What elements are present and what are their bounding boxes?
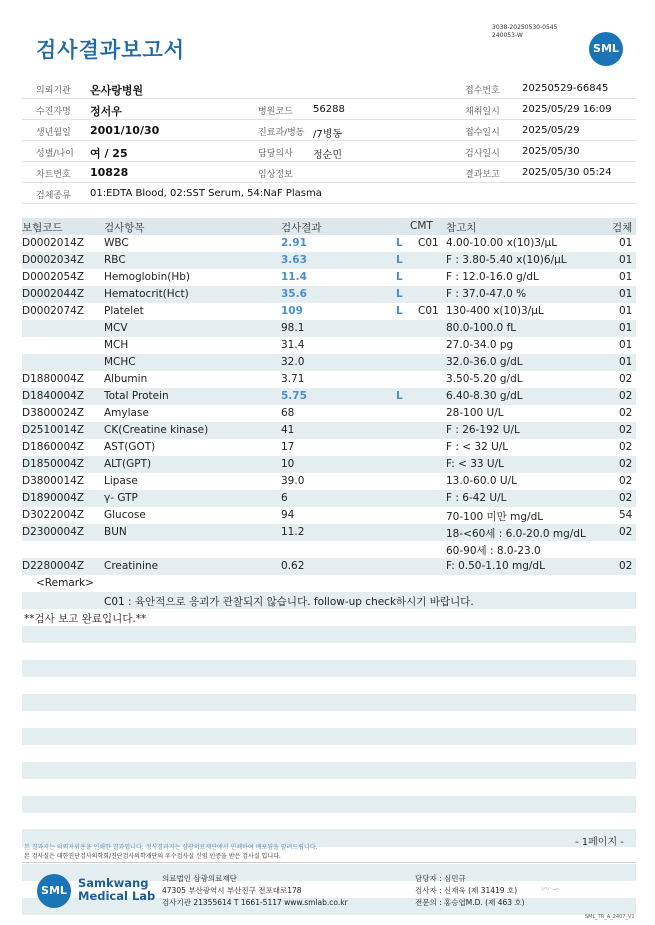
cell-name: MCHC — [104, 356, 136, 368]
client-value: 온사랑병원 — [90, 84, 144, 97]
info-row — [22, 141, 636, 162]
header-name: 검사항목 — [104, 222, 145, 234]
cell-result: 41 — [281, 424, 295, 436]
cell-code: D1890004Z — [22, 492, 85, 504]
footer-staff — [415, 873, 525, 909]
cell-name: WBC — [104, 237, 129, 249]
empty-row — [22, 677, 636, 694]
cell-name: CK(Creatine kinase) — [104, 424, 209, 436]
cell-code: D0002044Z — [22, 288, 85, 300]
cell-ref: 80.0-100.0 fL — [446, 322, 517, 334]
form-id: SML_TR_A_2407_V1 — [585, 914, 635, 920]
cell-spec: 54 — [619, 509, 633, 521]
cell-ref: F: 0.50-1.10 mg/dL — [446, 560, 545, 572]
cell-ref: 18-<60세 : 6.0-20.0 mg/dL — [446, 528, 586, 540]
cell-name: BUN — [104, 526, 127, 538]
cell-name: Albumin — [104, 373, 148, 385]
info-row — [22, 162, 636, 183]
cell-spec: 02 — [619, 560, 633, 572]
table-row — [22, 235, 636, 252]
cell-ref: 32.0-36.0 g/dL — [446, 356, 523, 368]
empty-row — [22, 915, 636, 925]
cell-name: AST(GOT) — [104, 441, 156, 453]
sml-logo-icon: SML — [589, 32, 623, 66]
cell-code: D3800024Z — [22, 407, 85, 419]
staff-specialist: 전문의 : 홍승엽M.D. (제 463 호) — [415, 898, 525, 907]
table-row — [22, 252, 636, 269]
header-cmt: CMT — [410, 220, 433, 232]
empty-row — [22, 643, 636, 660]
cell-result: 5.75 — [281, 390, 307, 402]
table-row — [22, 405, 636, 422]
cell-spec: 02 — [619, 458, 633, 470]
chart-label: 차트번호 — [36, 170, 71, 180]
cell-code: D1840004Z — [22, 390, 85, 402]
signature-image: 〰 ∽ — [540, 885, 560, 895]
org-name: 의료법인 삼광의료재단 — [162, 874, 237, 883]
dept-label: 진료과/병동 — [258, 128, 305, 138]
client-label: 의뢰기관 — [36, 86, 71, 96]
table-row — [22, 558, 636, 575]
cell-flag: L — [396, 237, 403, 249]
footer-note-2: 본 검사실은 대한진단검사의학회/진단검사의학재단의 우수검사실 신임 인증을 받은 검사실 입니다. — [24, 853, 281, 860]
cell-name: MCV — [104, 322, 128, 334]
cell-name: ALT(GPT) — [104, 458, 152, 470]
sexage-value: 여 / 25 — [90, 147, 128, 160]
cell-result: 39.0 — [281, 475, 305, 487]
remark-done-row — [22, 609, 636, 626]
table-row — [22, 456, 636, 473]
dept-value: /7병동 — [313, 129, 343, 140]
cell-name: Platelet — [104, 305, 144, 317]
cell-spec: 02 — [619, 373, 633, 385]
remark-c01: C01 : 육안적으로 응괴가 관찰되지 않습니다. follow-up check하시기 바랍니다. — [104, 596, 474, 608]
info-row — [22, 78, 636, 99]
cell-name: MCH — [104, 339, 129, 351]
table-row — [22, 354, 636, 371]
cell-flag: L — [396, 271, 403, 283]
empty-row — [22, 762, 636, 779]
test-date-value: 2025/05/30 — [522, 146, 580, 157]
cell-result: 94 — [281, 509, 295, 521]
cell-result: 3.63 — [281, 254, 307, 266]
cell-result: 6 — [281, 492, 288, 504]
cell-spec: 02 — [619, 441, 633, 453]
receipt-no-value: 20250529-66845 — [522, 83, 609, 94]
cell-code: D3022004Z — [22, 509, 85, 521]
cell-ref: F : 6-42 U/L — [446, 492, 507, 504]
table-row — [22, 490, 636, 507]
hospital-code-value: 56288 — [313, 104, 345, 115]
table-row — [22, 320, 636, 337]
brand-name — [78, 877, 155, 903]
sml-logo-icon: SML — [37, 874, 71, 908]
cell-result: 3.71 — [281, 373, 305, 385]
cell-result: 10 — [281, 458, 295, 470]
table-row — [22, 388, 636, 405]
specimen-label: 검체종류 — [36, 191, 71, 201]
remark-label: <Remark> — [36, 577, 94, 589]
cell-spec: 02 — [619, 526, 633, 538]
header-spec: 검체 — [612, 222, 633, 234]
cell-ref: F : 26-192 U/L — [446, 424, 520, 436]
cell-ref: F : 12.0-16.0 g/dL — [446, 271, 539, 283]
cell-ref: 130-400 x(10)3/μL — [446, 305, 544, 317]
patient-value: 정서우 — [90, 105, 122, 118]
cell-result: 31.4 — [281, 339, 305, 351]
cell-result: 109 — [281, 305, 303, 317]
brand-line-2: Medical Lab — [78, 889, 156, 903]
cell-name: Hematocrit(Hct) — [104, 288, 189, 300]
cell-spec: 02 — [619, 492, 633, 504]
cell-code: D0002054Z — [22, 271, 85, 283]
cell-ref: 3.50-5.20 g/dL — [446, 373, 523, 385]
cell-name: Glucose — [104, 509, 146, 521]
table-row — [22, 303, 636, 320]
cell-name: Hemoglobin(Hb) — [104, 271, 191, 283]
cell-spec: 01 — [619, 305, 633, 317]
cell-spec: 02 — [619, 407, 633, 419]
dob-value: 2001/10/30 — [90, 124, 160, 137]
cell-result: 68 — [281, 407, 295, 419]
header-result: 검사결과 — [281, 222, 322, 234]
table-row — [22, 524, 636, 541]
cell-ref: F : 37.0-47.0 % — [446, 288, 527, 300]
table-row — [22, 422, 636, 439]
cell-name: Lipase — [104, 475, 138, 487]
cell-ref: 27.0-34.0 pg — [446, 339, 514, 351]
cell-spec: 02 — [619, 424, 633, 436]
remark-c01-row — [22, 592, 636, 609]
empty-row — [22, 626, 636, 643]
patient-info — [22, 78, 636, 204]
cell-ref: F: < 33 U/L — [446, 458, 505, 470]
cell-result: 17 — [281, 441, 295, 453]
brand-line-1: Samkwang — [78, 876, 149, 890]
cell-name: γ- GTP — [104, 492, 138, 504]
cell-code: D2280004Z — [22, 560, 85, 572]
cell-result: 11.4 — [281, 271, 307, 283]
test-date-label: 검사일시 — [465, 149, 500, 159]
org-contact: 검사기관 21355614 T 1661-5117 www.smlab.co.kr — [162, 898, 348, 907]
cell-name: Creatinine — [104, 560, 159, 572]
cell-cmt: C01 — [418, 237, 439, 249]
cell-code: D1850004Z — [22, 458, 85, 470]
staff-tester: 검사자 : 신재욱 (제 31419 호) — [415, 886, 518, 895]
collect-dt-value: 2025/05/29 16:09 — [522, 104, 612, 115]
cell-spec: 01 — [619, 356, 633, 368]
cell-flag: L — [396, 390, 403, 402]
empty-row — [22, 711, 636, 728]
cell-ref: 60-90세 : 8.0-23.0 — [446, 545, 541, 557]
cell-code: D1860004Z — [22, 441, 85, 453]
cell-ref: 28-100 U/L — [446, 407, 504, 419]
empty-row — [22, 660, 636, 677]
cell-cmt: C01 — [418, 305, 439, 317]
footer-divider — [22, 862, 636, 863]
cell-code: D1880004Z — [22, 373, 85, 385]
staff-manager: 담당자 : 심민규 — [415, 874, 466, 883]
document-ids — [492, 24, 557, 40]
header-code: 보험코드 — [22, 222, 63, 234]
cell-code: D3800014Z — [22, 475, 85, 487]
table-row — [22, 541, 636, 558]
cell-ref: 13.0-60.0 U/L — [446, 475, 517, 487]
cell-ref: 6.40-8.30 g/dL — [446, 390, 523, 402]
empty-row — [22, 745, 636, 762]
doc-id-1: 3038-20250530-0545 — [492, 24, 558, 31]
empty-row — [22, 813, 636, 830]
cell-spec: 02 — [619, 475, 633, 487]
clinical-label: 임상정보 — [258, 170, 293, 180]
table-row — [22, 507, 636, 524]
cell-spec: 01 — [619, 339, 633, 351]
table-row — [22, 337, 636, 354]
cell-name: Total Protein — [104, 390, 169, 402]
chart-value: 10828 — [90, 166, 129, 179]
page-number: - 1페이지 - — [575, 837, 624, 848]
cell-result: 0.62 — [281, 560, 305, 572]
cell-code: D0002034Z — [22, 254, 85, 266]
cell-name: RBC — [104, 254, 126, 266]
sexage-label: 성별/나이 — [36, 149, 74, 159]
empty-row — [22, 728, 636, 745]
table-row — [22, 286, 636, 303]
report-dt-value: 2025/05/30 05:24 — [522, 167, 612, 178]
report-title: 검사결과보고서 — [36, 38, 186, 62]
table-body — [22, 235, 636, 575]
cell-spec: 01 — [619, 288, 633, 300]
remark-done: **검사 보고 완료입니다.** — [24, 613, 147, 625]
cell-name: Amylase — [104, 407, 149, 419]
org-address: 47305 부산광역시 부산진구 전포대로178 — [162, 886, 302, 895]
patient-label: 수진자명 — [36, 107, 71, 117]
empty-row — [22, 694, 636, 711]
header-ref: 참고치 — [446, 222, 477, 234]
footer-address — [162, 873, 348, 909]
cell-result: 2.91 — [281, 237, 307, 249]
cell-flag: L — [396, 305, 403, 317]
cell-ref: 70-100 미만 mg/dL — [446, 511, 544, 523]
info-row — [22, 99, 636, 120]
hospital-code-label: 병원코드 — [258, 107, 293, 117]
table-header — [22, 218, 636, 235]
cell-spec: 01 — [619, 271, 633, 283]
cell-spec: 01 — [619, 254, 633, 266]
table-row — [22, 473, 636, 490]
specimen-value: 01:EDTA Blood, 02:SST Serum, 54:NaF Plasma — [90, 188, 322, 199]
results-table — [22, 218, 636, 626]
cell-result: 11.2 — [281, 526, 305, 538]
table-row — [22, 371, 636, 388]
info-row — [22, 183, 636, 204]
doc-id-2: 240053-W — [492, 32, 523, 39]
remark-label-row — [22, 575, 636, 592]
collect-dt-label: 채취일시 — [465, 107, 500, 117]
cell-flag: L — [396, 254, 403, 266]
dob-label: 생년월일 — [36, 128, 71, 138]
table-row — [22, 269, 636, 286]
cell-code: D0002074Z — [22, 305, 85, 317]
cell-result: 98.1 — [281, 322, 305, 334]
doctor-label: 담당의사 — [258, 149, 293, 159]
report-dt-label: 결과보고 — [465, 170, 500, 180]
cell-ref: F : < 32 U/L — [446, 441, 509, 453]
cell-code: D0002014Z — [22, 237, 85, 249]
cell-ref: F : 3.80-5.40 x(10)6/μL — [446, 254, 567, 266]
cell-spec: 01 — [619, 237, 633, 249]
table-row — [22, 439, 636, 456]
info-row — [22, 120, 636, 141]
cell-code: D2510014Z — [22, 424, 85, 436]
footer-note-1: 본 결과지는 의뢰자외용을 인쇄한 결과입니다. 정식결과지는 삼광의료재단에서 인쇄하여 배포됨을 알려드립니다. — [24, 844, 318, 851]
receipt-no-label: 접수번호 — [465, 86, 500, 96]
empty-row — [22, 796, 636, 813]
cell-spec: 01 — [619, 322, 633, 334]
cell-ref: 4.00-10.00 x(10)3/μL — [446, 237, 558, 249]
doctor-value: 정순민 — [313, 150, 342, 161]
cell-result: 35.6 — [281, 288, 307, 300]
cell-spec: 02 — [619, 390, 633, 402]
cell-flag: L — [396, 288, 403, 300]
receipt-date-value: 2025/05/29 — [522, 125, 580, 136]
empty-row — [22, 779, 636, 796]
cell-result: 32.0 — [281, 356, 305, 368]
cell-code: D2300004Z — [22, 526, 85, 538]
receipt-date-label: 접수일시 — [465, 128, 500, 138]
